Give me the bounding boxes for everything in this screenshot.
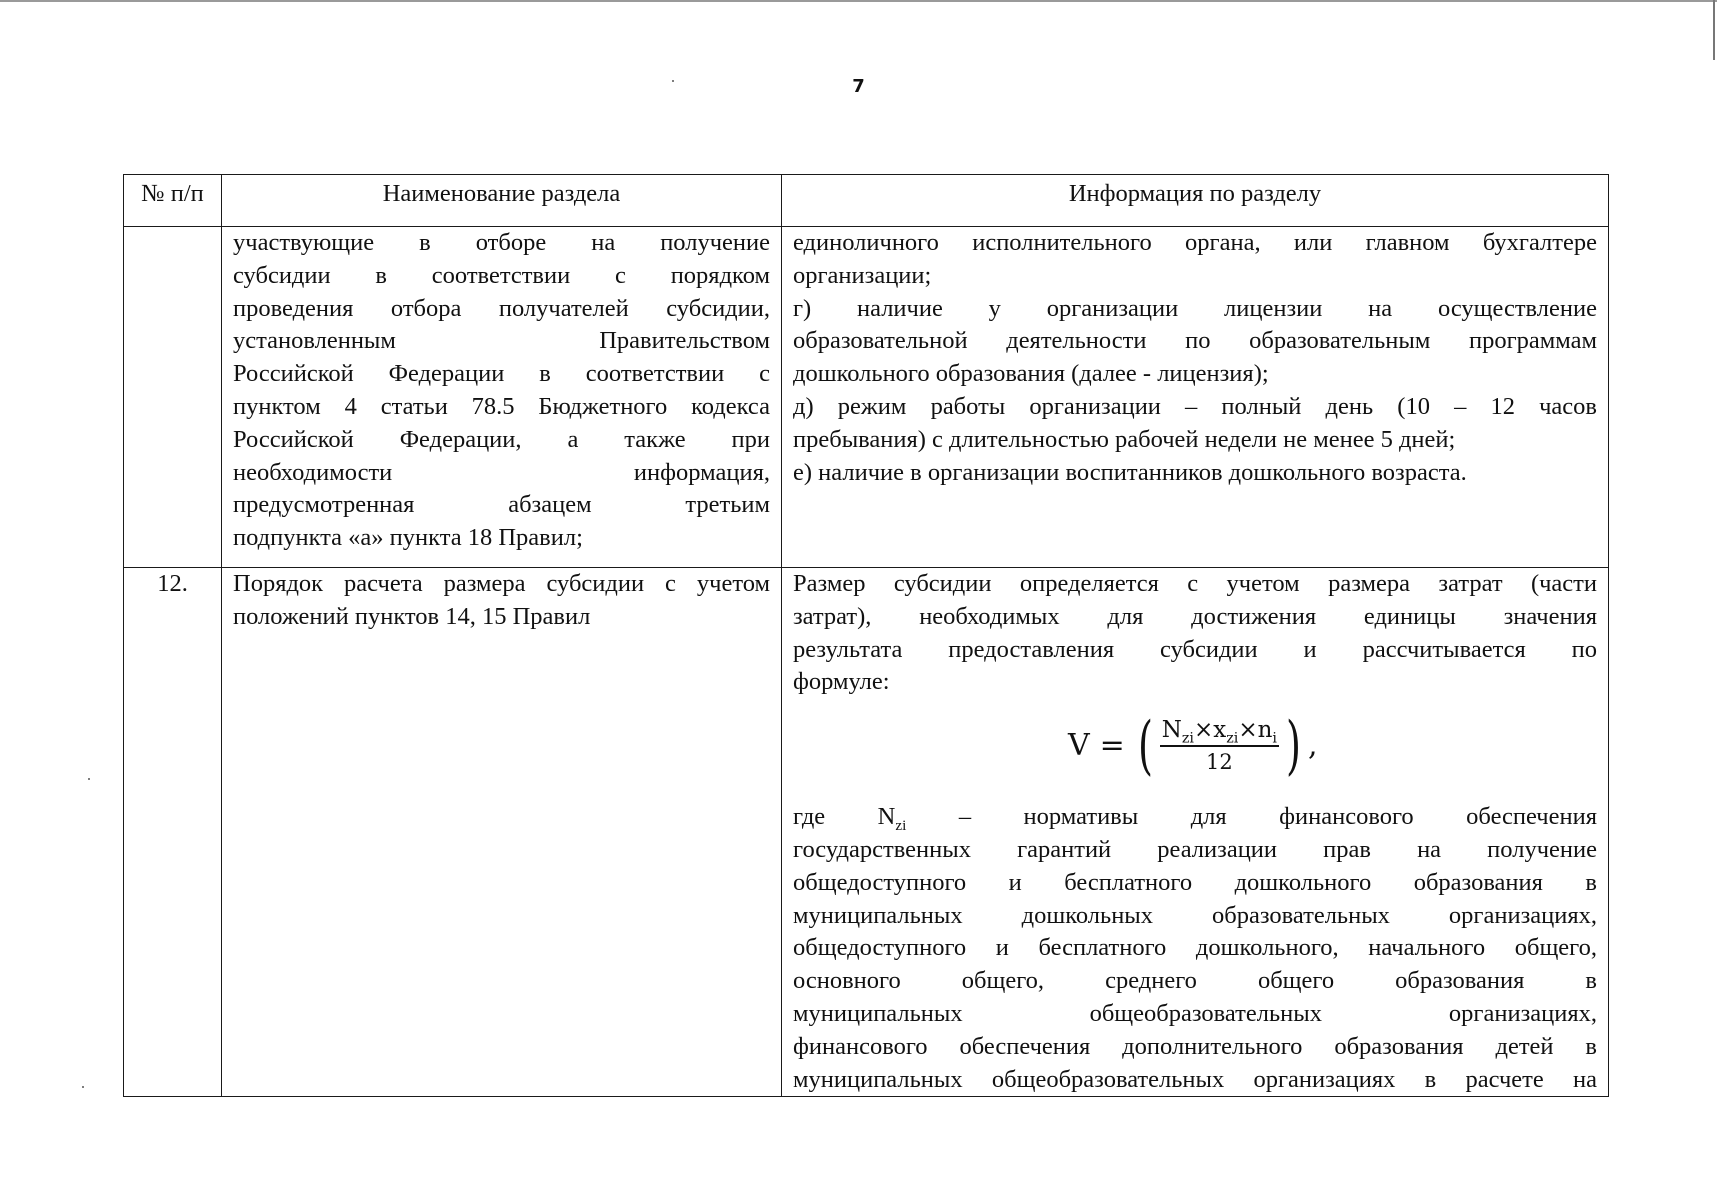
formula-term: N	[1161, 717, 1182, 744]
subsidy-formula	[1068, 709, 1597, 784]
table-row	[124, 227, 1609, 568]
header-section-name: Наименование раздела	[222, 175, 782, 227]
info-line: формуле:	[793, 668, 890, 696]
info-line: д) режим работы организации – полный день (10 – 12 часов	[793, 392, 1597, 420]
section-line: Российской Федерации, а также при	[233, 425, 770, 453]
desc-line: муниципальных общеобразовательных организациях,	[793, 999, 1597, 1027]
section-line: проведения отбора получателей субсидии,	[233, 294, 770, 322]
section-name-cell	[222, 227, 782, 568]
header-section-info: Информация по разделу	[782, 175, 1609, 227]
info-line: Размер субсидии определяется с учетом размера затрат (части	[793, 570, 1597, 597]
section-line: пунктом 4 статьи 78.5 Бюджетного кодекса	[233, 392, 770, 420]
formula-numerator	[1160, 715, 1279, 747]
section-line: Российской Федерации в соответствии с	[233, 360, 770, 388]
section-line: предусмотренная абзацем третьим	[233, 491, 770, 519]
formula-open-paren: (	[1137, 709, 1153, 784]
where-line	[793, 801, 1597, 834]
section-line: необходимости информация,	[233, 458, 770, 486]
desc-line: общедоступного и бесплатного дошкольного образования в	[793, 868, 1597, 896]
desc-line: финансового обеспечения дополнительного образования детей в	[793, 1032, 1597, 1060]
info-line: е) наличие в организации воспитанников дошкольного возраста.	[793, 458, 1467, 486]
info-line: г) наличие у организации лицензии на осуществление	[793, 294, 1597, 322]
formula-fraction	[1160, 715, 1279, 777]
header-number: № п/п	[124, 175, 222, 227]
desc-line: муниципальных общеобразовательных организациях в расчете на	[793, 1065, 1597, 1093]
info-line: единоличного исполнительного органа, или главном бухгалтере	[793, 229, 1597, 256]
page-number: 7	[852, 76, 865, 97]
document-table	[123, 174, 1609, 1097]
scan-speck	[672, 80, 674, 82]
formula-denominator: 12	[1206, 750, 1233, 775]
section-line: субсидии в соответствии с порядком	[233, 261, 770, 289]
info-line: организации;	[793, 261, 932, 289]
where-rest: – нормативы для финансового обеспечения	[906, 803, 1597, 831]
scan-edge-right	[1713, 0, 1715, 60]
formula-term: ×n	[1238, 717, 1273, 744]
info-line: образовательной деятельности по образовательным программам	[793, 327, 1597, 355]
section-name-cell	[222, 568, 782, 1097]
section-line: установленным Правительством	[233, 327, 770, 355]
formula-close-paren: )	[1285, 709, 1301, 784]
formula-subscript: zi	[1226, 730, 1239, 747]
formula-trail: ,	[1307, 727, 1318, 763]
where-prefix: где N	[793, 803, 896, 831]
info-line: пребывания) с длительностью рабочей недели не менее 5 дней;	[793, 425, 1456, 453]
info-line: результата предоставления субсидии и рассчитывается по	[793, 635, 1597, 663]
scan-edge-top	[0, 0, 1717, 2]
desc-line: основного общего, среднего общего образования в	[793, 967, 1597, 995]
scan-speck	[82, 1086, 84, 1088]
where-subscript: zi	[895, 817, 907, 835]
desc-line: общедоступного и бесплатного дошкольного, начального общего,	[793, 934, 1597, 962]
formula-subscript: zi	[1181, 730, 1194, 747]
section-info-cell	[782, 568, 1609, 1097]
info-line: затрат), необходимых для достижения единицы значения	[793, 602, 1597, 630]
desc-line: муниципальных дошкольных образовательных организациях,	[793, 901, 1597, 929]
formula-equals: =	[1099, 727, 1125, 763]
desc-line: государственных гарантий реализации прав на получение	[793, 835, 1597, 863]
section-line: положений пунктов 14, 15 Правил	[233, 602, 591, 630]
section-info-cell	[782, 227, 1609, 568]
formula-lhs: V	[1068, 727, 1090, 763]
formula-term: ×x	[1193, 717, 1227, 744]
section-line: Порядок расчета размера субсидии с учетом	[233, 570, 770, 597]
info-line: дошкольного образования (далее - лицензия);	[793, 360, 1269, 388]
row-number	[124, 227, 222, 568]
section-line: участвующие в отборе на получение	[233, 229, 770, 256]
formula-subscript: i	[1272, 730, 1277, 747]
table-row	[124, 568, 1609, 1097]
section-line: подпункта «а» пункта 18 Правил;	[233, 524, 583, 552]
table-header-row	[124, 175, 1609, 227]
row-number: 12.	[124, 568, 222, 1097]
scan-speck	[88, 778, 90, 780]
